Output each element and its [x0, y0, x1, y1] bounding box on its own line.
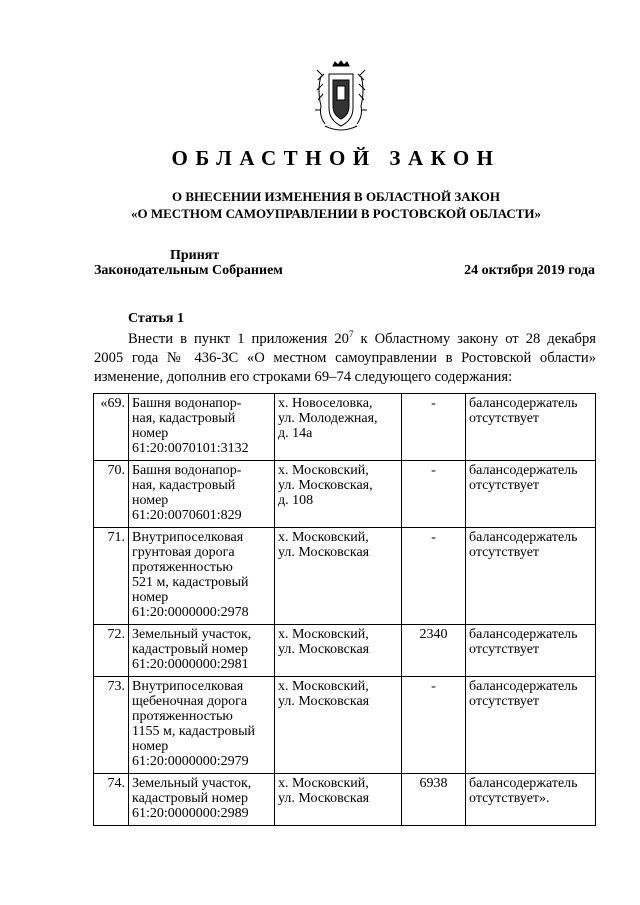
object-name-line: Внутрипоселковая	[132, 530, 244, 545]
object-name-line: кадастровый номер	[132, 642, 248, 657]
object-name-line: протяженностью	[132, 560, 233, 575]
object-address-line: ул. Московская	[278, 642, 370, 657]
table-row	[94, 677, 596, 774]
object-name-line: кадастровый номер	[132, 791, 248, 806]
row-number-cell	[94, 528, 129, 625]
amendment-table-body	[94, 394, 596, 826]
object-name-cell	[129, 528, 275, 625]
article-heading: Статья 1	[128, 311, 184, 326]
object-address-line: х. Московский,	[278, 679, 369, 694]
object-address-line: х. Московский,	[278, 530, 369, 545]
object-note-cell	[466, 394, 596, 461]
object-address-line: х. Новоселовка,	[278, 396, 373, 411]
coat-of-arms-emblem	[311, 60, 371, 136]
object-name-line: 61:20:0070101:3132	[132, 441, 249, 456]
object-name-line: Башня водонапор-	[132, 463, 242, 478]
object-name-line: 61:20:0000000:2989	[132, 806, 249, 821]
accepted-by: Законодательным Собранием	[94, 263, 283, 278]
table-row	[94, 625, 596, 677]
object-name-line: щебеночная дорога	[132, 694, 248, 709]
object-address-cell	[275, 625, 402, 677]
object-note-cell	[466, 625, 596, 677]
object-address-line: д. 108	[278, 493, 314, 508]
object-note-line: отсутствует	[469, 545, 540, 560]
object-name-line: Земельный участок,	[132, 776, 252, 791]
row-number: 72.	[107, 627, 125, 642]
row-number-cell	[94, 625, 129, 677]
object-address-line: ул. Московская	[278, 791, 370, 806]
accepted-date: 24 октября 2019 года	[464, 263, 595, 278]
table-row	[94, 461, 596, 528]
object-name-cell	[129, 394, 275, 461]
row-number: 74.	[107, 776, 125, 791]
object-note-line: отсутствует	[469, 411, 540, 426]
object-name-line: номер	[132, 493, 169, 508]
object-note-line: балансодержатель	[469, 627, 578, 642]
amendment-table	[93, 393, 596, 826]
object-address-cell	[275, 774, 402, 826]
object-name-line: номер	[132, 426, 169, 441]
object-name-line: Башня водонапор-	[132, 396, 242, 411]
row-number: «69.	[100, 396, 125, 411]
paragraph-line-1	[94, 330, 596, 349]
object-address-cell	[275, 394, 402, 461]
object-name-line: Внутрипоселковая	[132, 679, 244, 694]
object-name-cell	[129, 625, 275, 677]
object-value: 6938	[419, 776, 448, 791]
object-address-line: д. 14а	[278, 426, 313, 441]
table-row	[94, 394, 596, 461]
object-name-line: 1155 м, кадастровый	[132, 724, 255, 739]
object-name-line: 61:20:0000000:2981	[132, 657, 249, 672]
object-note-cell	[466, 528, 596, 625]
object-name-cell	[129, 461, 275, 528]
table-row	[94, 528, 596, 625]
row-number-cell	[94, 461, 129, 528]
object-name-line: протяженностью	[132, 709, 233, 724]
object-name-line: грунтовая дорога	[132, 545, 235, 560]
paragraph-superscript: 7	[348, 329, 354, 340]
object-value-cell	[402, 677, 466, 774]
object-name-cell	[129, 774, 275, 826]
object-value: 2340	[419, 627, 448, 642]
document-subtitle-line1: О ВНЕСЕНИИ ИЗМЕНЕНИЯ В ОБЛАСТНОЙ ЗАКОН	[172, 189, 500, 204]
object-name-line: номер	[132, 739, 169, 754]
accepted-label: Принят	[170, 248, 220, 263]
row-number: 73.	[107, 679, 125, 694]
row-number-cell	[94, 677, 129, 774]
object-address-line: х. Московский,	[278, 463, 369, 478]
object-name-cell	[129, 677, 275, 774]
object-note-line: балансодержатель	[469, 679, 578, 694]
object-note-cell	[466, 677, 596, 774]
object-value-cell	[402, 461, 466, 528]
paragraph-line-1-a: Внести в пункт 1 приложения 20	[128, 331, 349, 347]
paragraph-line-2: 2005 года № 436-ЗС «О местном самоуправлении в Ростовской области»	[94, 350, 596, 366]
row-number: 70.	[107, 463, 125, 478]
object-name-line: ная, кадастровый	[132, 411, 236, 426]
article-paragraph	[94, 330, 596, 387]
document-subtitle-line2: «О МЕСТНОМ САМОУПРАВЛЕНИИ В РОСТОВСКОЙ ОБЛАСТИ»	[131, 206, 541, 221]
object-address-line: ул. Московская	[278, 545, 370, 560]
object-value-cell	[402, 528, 466, 625]
object-note-line: балансодержатель	[469, 463, 578, 478]
object-name-line: Земельный участок,	[132, 627, 252, 642]
row-number-cell	[94, 774, 129, 826]
row-number-cell	[94, 394, 129, 461]
document-title: ОБЛАСТНОЙ ЗАКОН	[171, 146, 501, 170]
object-address-line: ул. Молодежная,	[278, 411, 378, 426]
object-note-cell	[466, 461, 596, 528]
object-value-cell	[402, 774, 466, 826]
object-value: -	[431, 679, 436, 694]
object-address-line: ул. Московская	[278, 694, 370, 709]
object-name-line: номер	[132, 590, 169, 605]
object-name-line: 61:20:0070601:829	[132, 508, 242, 523]
object-note-line: балансодержатель	[469, 530, 578, 545]
object-note-cell	[466, 774, 596, 826]
object-name-line: 61:20:0000000:2979	[132, 754, 249, 769]
object-name-line: 521 м, кадастровый	[132, 575, 249, 590]
object-address-cell	[275, 677, 402, 774]
object-value: -	[431, 463, 436, 478]
object-address-line: ул. Московская,	[278, 478, 373, 493]
object-address-cell	[275, 528, 402, 625]
object-note-line: отсутствует	[469, 642, 540, 657]
object-name-line: 61:20:0000000:2978	[132, 605, 249, 620]
object-address-cell	[275, 461, 402, 528]
object-name-line: ная, кадастровый	[132, 478, 236, 493]
object-value: -	[431, 530, 436, 545]
object-note-line: балансодержатель	[469, 396, 578, 411]
object-address-line: х. Московский,	[278, 776, 369, 791]
object-value: -	[431, 396, 436, 411]
table-row	[94, 774, 596, 826]
object-note-line: отсутствует	[469, 478, 540, 493]
object-value-cell	[402, 625, 466, 677]
paragraph-line-3: изменение, дополнив его строками 69–74 следующего содержания:	[94, 369, 513, 385]
object-value-cell	[402, 394, 466, 461]
object-note-line: балансодержатель	[469, 776, 578, 791]
paragraph-line-1-b: к Областному закону от 28 декабря	[353, 331, 596, 347]
object-note-line: отсутствует».	[469, 791, 550, 806]
row-number: 71.	[107, 530, 125, 545]
object-address-line: х. Московский,	[278, 627, 369, 642]
object-note-line: отсутствует	[469, 694, 540, 709]
